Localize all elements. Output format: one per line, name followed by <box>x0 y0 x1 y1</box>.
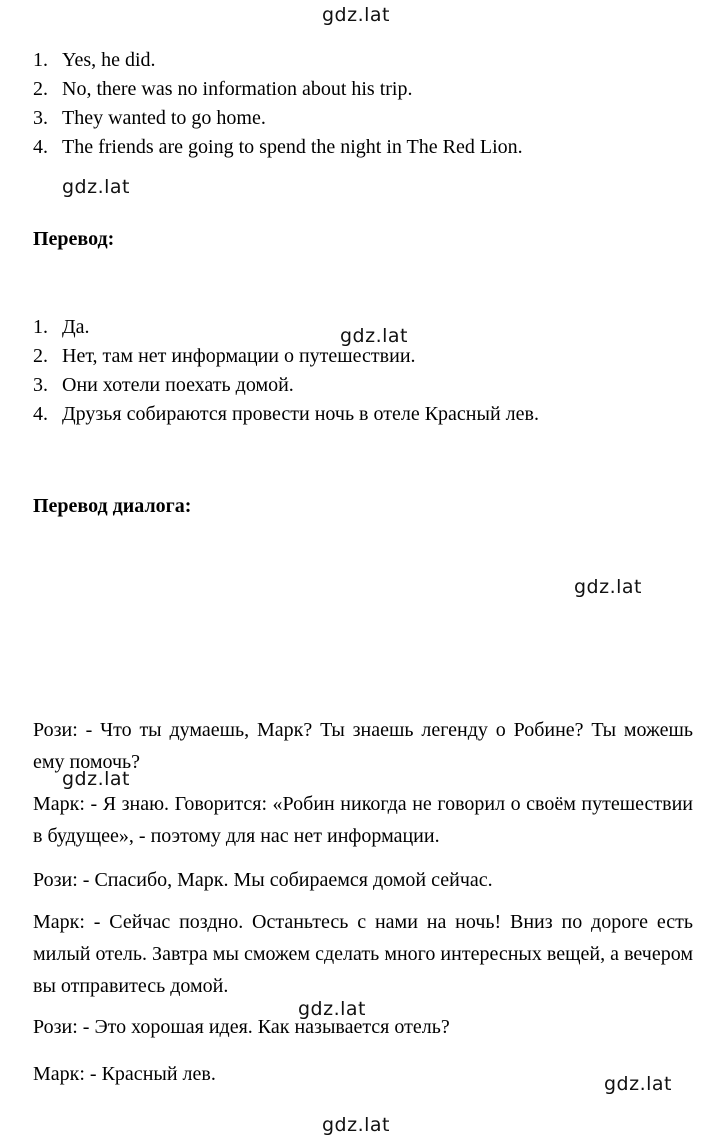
item-number: 3. <box>33 374 48 396</box>
item-text: No, there was no information about his trip. <box>62 78 413 100</box>
item-number: 1. <box>33 316 48 338</box>
watermark: gdz.lat <box>322 4 391 26</box>
item-text: They wanted to go home. <box>62 107 266 129</box>
dialogue-line: Марк: - Красный лев. <box>33 1063 216 1085</box>
dialogue-line: Рози: - Это хорошая идея. Как называется отель? <box>33 1016 450 1038</box>
item-text: The friends are going to spend the night in The Red Lion. <box>62 136 523 158</box>
item-number: 1. <box>33 49 48 71</box>
dialogue-heading: Перевод диалога: <box>33 495 192 517</box>
item-number: 4. <box>33 403 48 425</box>
item-text: Они хотели поехать домой. <box>62 374 294 396</box>
item-number: 2. <box>33 78 48 100</box>
item-text: Нет, там нет информации о путешествии. <box>62 345 416 367</box>
watermark: gdz.lat <box>604 1073 673 1095</box>
item-number: 3. <box>33 107 48 129</box>
item-number: 2. <box>33 345 48 367</box>
item-text: Yes, he did. <box>62 49 156 71</box>
item-number: 4. <box>33 136 48 158</box>
dialogue-line: Рози: - Спасибо, Марк. Мы собираемся домой сейчас. <box>33 869 493 891</box>
translation-heading: Перевод: <box>33 228 115 250</box>
dialogue-line: Марк: - Сейчас поздно. Останьтесь с нами на ночь! Вниз по дороге есть милый отель. Завтра мы сможем сделать много интересных вещей, а вечером вы отправитесь домой. <box>33 911 693 997</box>
watermark: gdz.lat <box>340 325 409 347</box>
dialogue-line: Рози: - Что ты думаешь, Марк? Ты знаешь легенду о Робине? Ты можешь ему помочь? <box>33 719 693 773</box>
watermark: gdz.lat <box>62 176 131 198</box>
watermark: gdz.lat <box>298 998 367 1020</box>
dialogue-line: Марк: - Я знаю. Говорится: «Робин никогда не говорил о своём путешествии в будущее», - поэтому для нас нет информации. <box>33 793 693 847</box>
watermark: gdz.lat <box>62 768 131 790</box>
watermark: gdz.lat <box>322 1114 391 1136</box>
item-text: Друзья собираются провести ночь в отеле Красный лев. <box>62 403 539 425</box>
watermark: gdz.lat <box>574 576 643 598</box>
item-text: Да. <box>62 316 90 338</box>
